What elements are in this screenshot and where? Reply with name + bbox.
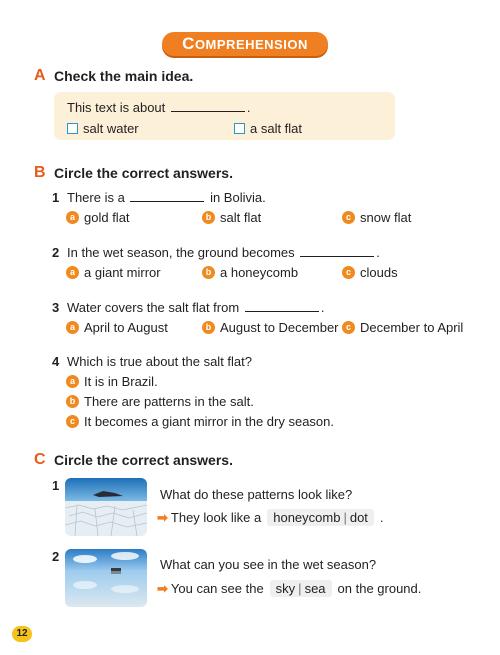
option-salt-flat[interactable]: a salt flat (234, 121, 302, 136)
question-4-text: Which is true about the salt flat? (67, 354, 252, 369)
section-a-title: Check the main idea. (54, 68, 194, 84)
answer-option[interactable]: b a honeycomb (202, 265, 298, 280)
option-salt-water[interactable]: salt water (67, 121, 139, 136)
question-2-text: In the wet season, the ground becomes . (67, 245, 380, 260)
comprehension-banner (162, 32, 328, 56)
page-number: 12 (12, 626, 32, 642)
marker-a-icon: a (66, 211, 79, 224)
answer-option[interactable]: c clouds (342, 265, 398, 280)
checkbox-icon[interactable] (67, 123, 78, 134)
banner-rest: OMPREHENSION (194, 37, 308, 52)
question-number: 1 (52, 478, 60, 493)
c1-question: What do these patterns look like? (160, 487, 353, 502)
main-idea-box (54, 92, 395, 140)
c2-question: What can you see in the wet season? (160, 557, 377, 572)
choice-box[interactable]: honeycomb | dot (267, 509, 374, 526)
answer-option[interactable]: c December to April (342, 320, 463, 335)
marker-c-icon: c (342, 266, 355, 279)
marker-a-icon: a (66, 266, 79, 279)
section-c-title: Circle the correct answers. (54, 452, 233, 468)
marker-b-icon: b (202, 321, 215, 334)
question-number: 2 (52, 245, 60, 260)
answer-option[interactable]: a a giant mirror (66, 265, 161, 280)
choice-dot[interactable]: dot (349, 510, 368, 525)
section-b-letter: B (34, 164, 46, 181)
answer-blank[interactable] (171, 100, 245, 112)
choice-box[interactable]: sky | sea (270, 580, 332, 597)
marker-c-icon: c (342, 211, 355, 224)
marker-b-icon: b (202, 266, 215, 279)
question-number: 3 (52, 300, 60, 315)
question-3-text: Water covers the salt flat from . (67, 300, 325, 315)
question-1-text: There is a in Bolivia. (67, 190, 266, 205)
answer-option[interactable]: a April to August (66, 320, 168, 335)
answer-blank[interactable] (245, 300, 319, 312)
marker-b-icon: b (66, 395, 79, 408)
answer-option[interactable]: b There are patterns in the salt. (66, 394, 254, 409)
choice-sea[interactable]: sea (304, 581, 326, 596)
answer-option[interactable]: b salt flat (202, 210, 261, 225)
answer-option[interactable]: b August to December (202, 320, 339, 335)
banner-first-letter: C (182, 34, 195, 53)
c2-answer: ➡ You can see the sky | sea on the ground. (157, 580, 422, 596)
c1-answer: ➡ They look like a honeycomb | dot . (157, 509, 384, 525)
arrow-right-icon: ➡ (157, 580, 168, 596)
question-number: 1 (52, 190, 60, 205)
marker-a-icon: a (66, 375, 79, 388)
question-number: 2 (52, 549, 60, 564)
main-idea-question: This text is about . (67, 100, 251, 115)
answer-blank[interactable] (130, 190, 204, 202)
salt-pattern-photo (65, 478, 147, 536)
section-b-title: Circle the correct answers. (54, 165, 233, 181)
choice-sky[interactable]: sky (275, 581, 296, 596)
marker-c-icon: c (342, 321, 355, 334)
answer-option[interactable]: c It becomes a giant mirror in the dry season. (66, 414, 334, 429)
answer-blank[interactable] (300, 245, 374, 257)
answer-option[interactable]: c snow flat (342, 210, 411, 225)
section-a-letter: A (34, 67, 46, 84)
marker-b-icon: b (202, 211, 215, 224)
section-c-letter: C (34, 451, 46, 468)
answer-option[interactable]: a It is in Brazil. (66, 374, 158, 389)
mirror-sky-photo (65, 549, 147, 607)
answer-option[interactable]: a gold flat (66, 210, 130, 225)
marker-a-icon: a (66, 321, 79, 334)
checkbox-icon[interactable] (234, 123, 245, 134)
question-number: 4 (52, 354, 60, 369)
marker-c-icon: c (66, 415, 79, 428)
arrow-right-icon: ➡ (157, 509, 168, 525)
choice-honeycomb[interactable]: honeycomb (273, 510, 341, 525)
